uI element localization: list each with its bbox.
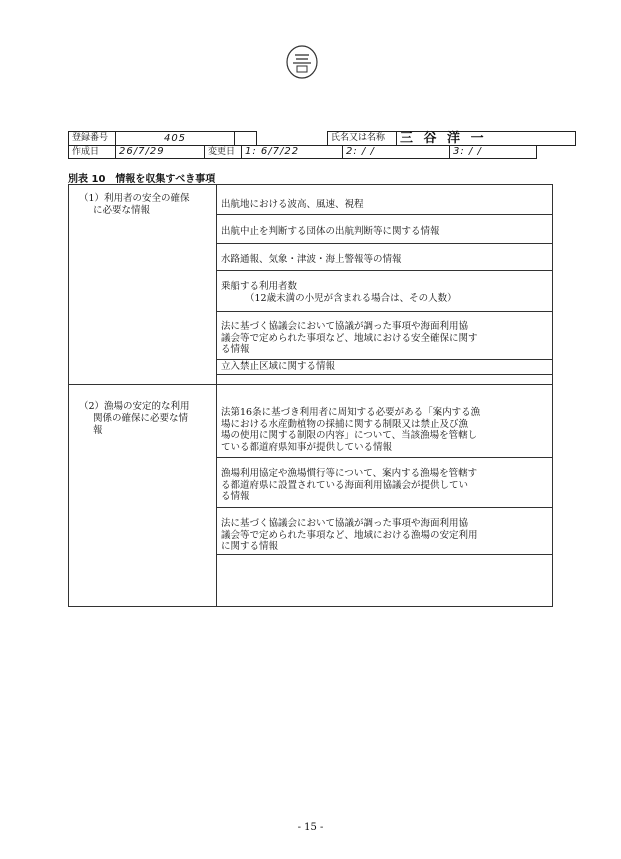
item-text: 出航中止を判断する団体の出航判断等に関する情報: [221, 226, 440, 237]
section-title: 別表 10 情報を収集すべき事項: [68, 174, 216, 185]
item-restricted-area: [221, 361, 548, 373]
item-underline: [217, 243, 552, 244]
gap-cell: [257, 132, 328, 146]
header-table-bottom: [68, 145, 537, 159]
item-underline: [217, 214, 552, 215]
item-underline: [217, 374, 552, 375]
item-text: （12歳未満の小児が含まれる場合は、その人数）: [245, 292, 457, 304]
seal-icon: [285, 44, 319, 80]
created-value: 26/7/29: [116, 146, 205, 159]
change-3: 3: / /: [450, 146, 537, 159]
item-council-safety: [221, 321, 548, 356]
row-divider: [69, 384, 552, 385]
info-table: [68, 184, 553, 607]
item-warnings: [221, 254, 548, 266]
item-article16: [221, 407, 548, 453]
category-fishing-line3: 報: [93, 425, 103, 436]
item-text: 出航地における波高、風速、視程: [221, 199, 364, 210]
item-text: 法に基づく協議会において協議が調った事項や海面利用協: [221, 321, 469, 332]
reg-label: 登録番号: [69, 132, 116, 146]
header-table-top: [68, 131, 576, 146]
item-text: に関する情報: [221, 541, 279, 552]
item-text: る情報: [221, 491, 250, 502]
item-underline: [217, 554, 552, 555]
item-passenger-count: [221, 281, 548, 304]
item-underline: [217, 270, 552, 271]
item-text: 場の使用に関する制限の内容」について、当該漁場を管轄し: [221, 430, 478, 441]
item-departure-judgement: [221, 226, 548, 238]
item-text: 場における水産動植物の採捕に関する制限又は禁止及び漁: [221, 418, 469, 430]
item-underline: [217, 507, 552, 508]
item-text: 議会等で定められた事項など、地域における安全確保に関す: [221, 332, 478, 344]
change-2: 2: / /: [343, 146, 450, 159]
name-value: 三 谷 洋 一: [397, 132, 576, 146]
item-text: 乗船する利用者数: [221, 281, 298, 292]
page-number: - 15 -: [297, 822, 324, 833]
stamp-seal: [285, 44, 319, 80]
item-text: ている都道府県知事が提供している情報: [221, 441, 393, 453]
item-text: 議会等で定められた事項など、地域における漁場の安定利用: [221, 529, 478, 541]
column-divider: [216, 185, 217, 606]
item-underline: [217, 311, 552, 312]
item-text: 漁場利用協定や漁場慣行等について、案内する漁場を管轄す: [221, 468, 478, 479]
item-underline: [217, 359, 552, 360]
category-fishing-line1: （2）漁場の安定的な利用: [79, 401, 190, 412]
item-text: る都道府県に設置されている海面利用協議会が提供してい: [221, 479, 469, 491]
category-safety-line2: に必要な情報: [93, 205, 151, 216]
item-text: 法に基づく協議会において協議が調った事項や海面利用協: [221, 518, 469, 529]
item-text: 法第16条に基づき利用者に周知する必要がある「案内する漁: [221, 407, 481, 418]
reg-spacer: [235, 132, 257, 146]
created-label: 作成日: [69, 146, 116, 159]
category-safety: [79, 193, 190, 217]
name-label: 氏名又は名称: [328, 132, 397, 146]
category-fishing: [79, 401, 190, 437]
item-text: 水路通報、気象・津波・海上警報等の情報: [221, 254, 402, 265]
item-text: 立入禁止区域に関する情報: [221, 361, 336, 372]
reg-value: 405: [116, 132, 235, 146]
item-text: る情報: [221, 344, 250, 355]
change-1: 1: 6/7/22: [242, 146, 343, 159]
item-wave-wind: [221, 199, 548, 211]
item-council-fishing: [221, 518, 548, 553]
category-safety-line1: （1）利用者の安全の確保: [79, 193, 190, 204]
item-fishing-agreement: [221, 468, 548, 503]
category-fishing-line2: 関係の確保に必要な情: [93, 413, 189, 424]
changed-label: 変更日: [205, 146, 242, 159]
item-underline: [217, 457, 552, 458]
